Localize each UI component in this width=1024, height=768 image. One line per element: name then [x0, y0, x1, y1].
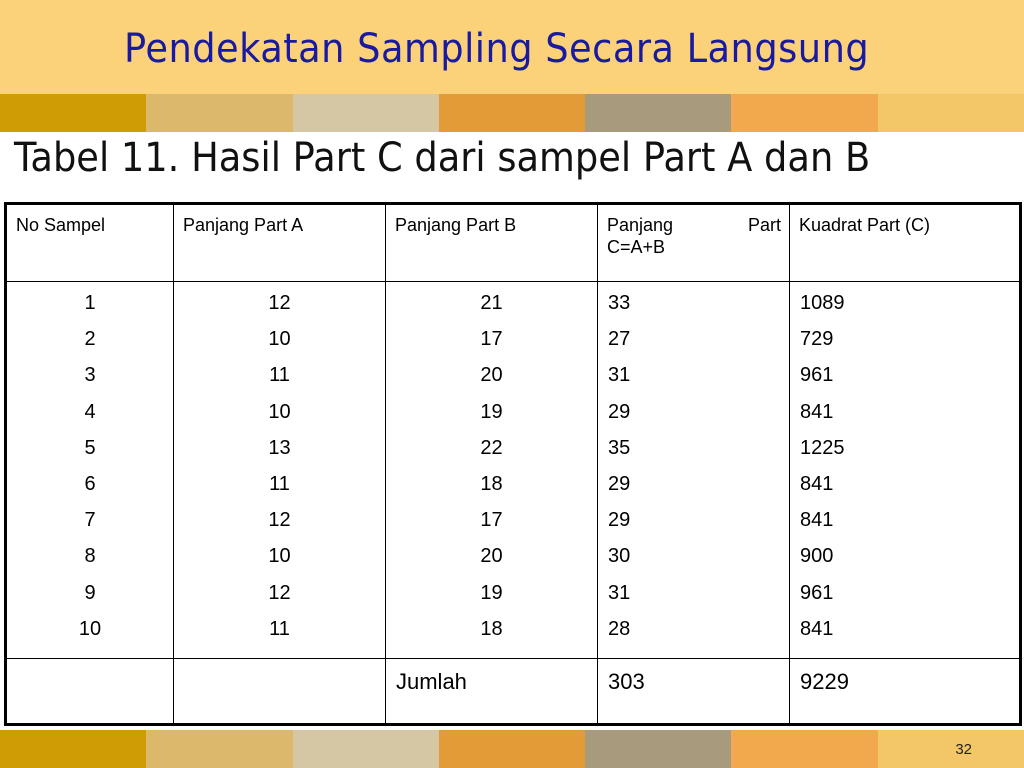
table-cell-value: 841	[800, 509, 834, 532]
table-cell-value: 2	[84, 328, 96, 351]
header-cell-part-c	[598, 204, 790, 282]
table-cell-value: 21	[480, 292, 503, 314]
header-part-c-word1: Panjang	[607, 215, 674, 235]
table-cell-value: 12	[268, 581, 291, 604]
table-cell-value: 28	[608, 617, 631, 640]
table-cell-value: 17	[480, 328, 503, 351]
stripe-segment	[731, 94, 877, 132]
header-cell-part-a: Panjang Part A	[174, 204, 386, 282]
table-cell-value: 18	[480, 472, 503, 495]
table-cell-value: 10	[268, 545, 291, 568]
top-color-stripe	[0, 94, 1024, 132]
table-cell-value: 18	[480, 617, 503, 640]
header-cell-part-b: Panjang Part B	[386, 204, 598, 282]
table-cell-value: 961	[800, 581, 834, 604]
table-cell-value: 11	[269, 364, 290, 387]
total-label-cell	[386, 659, 598, 725]
total-part-c-cell	[598, 659, 790, 725]
table-cell-value: 19	[480, 581, 503, 604]
stripe-segment	[0, 730, 146, 768]
stripe-segment	[293, 730, 439, 768]
table-cell-value: 841	[800, 472, 834, 495]
header-part-c-word2: Part	[747, 215, 781, 235]
table-cell-value: 1	[84, 292, 96, 314]
stripe-segment	[439, 94, 585, 132]
table-cell-value: 729	[800, 328, 834, 351]
column-part-a	[174, 282, 386, 659]
table-cell-value: 3	[84, 364, 96, 387]
table-cell-value: 33	[608, 292, 631, 314]
table-values-row	[6, 282, 1021, 659]
table-cell-value: 7	[84, 509, 96, 532]
page-number: 32	[955, 741, 972, 758]
header-part-c-formula: C=A+B	[607, 237, 666, 257]
table-cell-value: 4	[84, 400, 96, 423]
table-cell-value: 12	[268, 292, 291, 314]
table-cell-value: 841	[800, 617, 834, 640]
table-cell-value: 10	[268, 328, 291, 351]
stripe-segment	[585, 94, 731, 132]
table-cell-value: 29	[608, 472, 631, 495]
table-cell-value: 6	[84, 472, 96, 495]
stripe-segment	[439, 730, 585, 768]
table-cell-value: 20	[480, 545, 503, 568]
table-total-row	[6, 659, 1021, 725]
table-cell-value: 20	[480, 364, 503, 387]
stripe-segment	[293, 94, 439, 132]
table-cell-value: 5	[84, 436, 96, 459]
header-cell-kuadrat: Kuadrat Part (C)	[790, 204, 1021, 282]
total-empty-cell	[174, 659, 386, 725]
total-empty-cell	[6, 659, 174, 725]
table-cell-value: 10	[268, 400, 291, 423]
table-cell-value: 900	[800, 545, 834, 568]
stripe-segment	[0, 94, 146, 132]
table-cell-value: 11	[269, 617, 290, 640]
total-part-c: 303	[608, 669, 645, 694]
table-cell-value: 19	[480, 400, 503, 423]
stripe-segment	[878, 730, 1024, 768]
total-kuadrat-cell	[790, 659, 1021, 725]
table-cell-value: 35	[608, 436, 631, 459]
table-cell-value: 17	[480, 509, 503, 532]
table-cell-value: 1089	[800, 292, 845, 314]
column-no-sampel	[6, 282, 174, 659]
table-caption: Tabel 11. Hasil Part C dari sampel Part A dan B	[14, 135, 871, 181]
table-cell-value: 29	[608, 509, 631, 532]
table-header-row	[6, 204, 1021, 282]
header-cell-no-sampel: No Sampel	[6, 204, 174, 282]
stripe-segment	[878, 94, 1024, 132]
table-cell-value: 13	[268, 436, 291, 459]
stripe-segment	[146, 730, 292, 768]
slide-title: Pendekatan Sampling Secara Langsung	[124, 26, 870, 72]
table-cell-value: 29	[608, 400, 631, 423]
table-cell-value: 31	[608, 581, 631, 604]
column-kuadrat	[790, 282, 1021, 659]
table-cell-value: 27	[608, 328, 631, 351]
column-part-b	[386, 282, 598, 659]
table-cell-value: 8	[84, 545, 96, 568]
table-cell-value: 12	[268, 509, 291, 532]
table-cell-value: 10	[78, 617, 102, 640]
table-cell-value: 22	[480, 436, 503, 459]
bottom-color-stripe	[0, 730, 1024, 768]
table-cell-value: 9	[84, 581, 96, 604]
stripe-segment	[585, 730, 731, 768]
table-cell-value: 30	[608, 545, 631, 568]
table-cell-value: 31	[608, 364, 631, 387]
column-part-c	[598, 282, 790, 659]
total-label: Jumlah	[396, 669, 467, 694]
table-cell-value: 841	[800, 400, 834, 423]
stripe-segment	[146, 94, 292, 132]
table-cell-value: 11	[269, 472, 290, 495]
total-kuadrat: 9229	[800, 669, 849, 694]
results-table	[4, 202, 1022, 726]
table-cell-value: 1225	[800, 436, 845, 459]
table-cell-value: 961	[800, 364, 834, 387]
stripe-segment	[731, 730, 877, 768]
